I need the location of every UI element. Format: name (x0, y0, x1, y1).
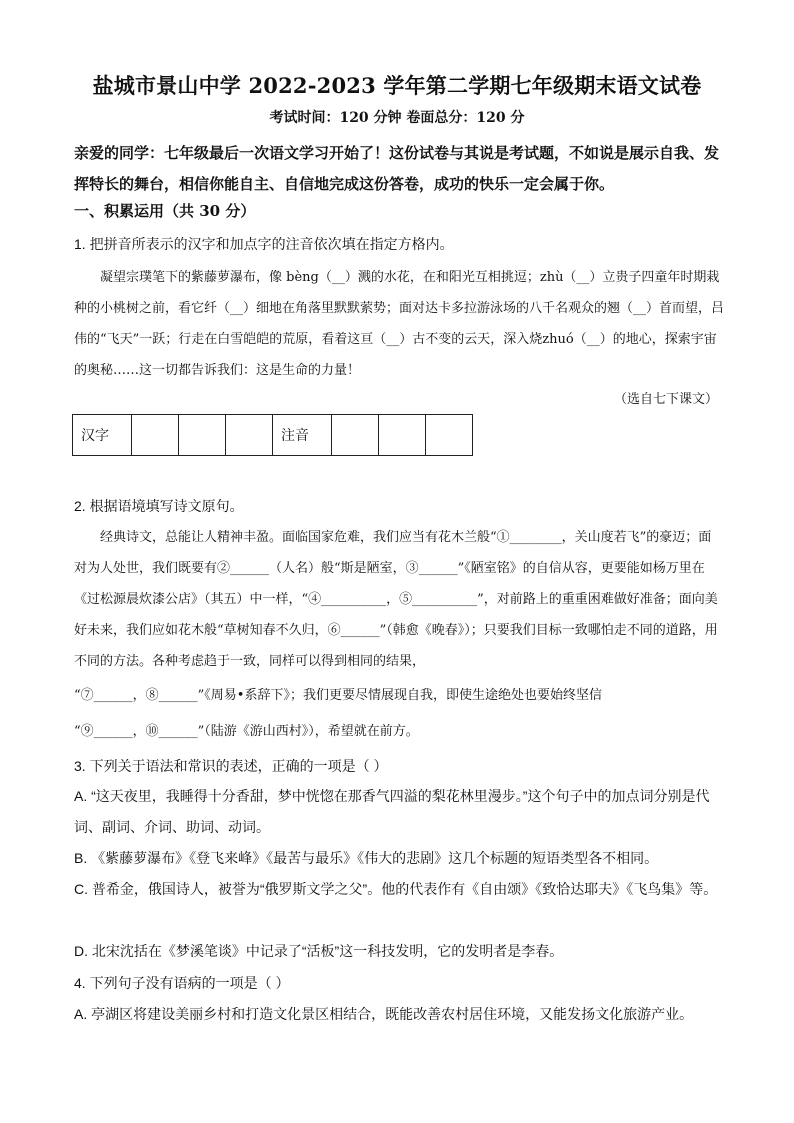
question-4-option-a: A. 亭湖区将建设美丽乡村和打造文化景区相结合，既能改善农村居住环境，又能发扬文化旅游产业。 (74, 1006, 694, 1022)
section-heading: 一、积累运用（共 30 分） (74, 202, 256, 220)
question-3-option-d: D. 北宋沈括在《梦溪笔谈》中记录了“活板”这一科技发明，它的发明者是李春。 (74, 943, 564, 959)
question-1-stem: 1. 把拼音所表示的汉字和加点字的注音依次填在指定方格内。 (74, 236, 454, 252)
grid-cell[interactable] (226, 415, 273, 456)
question-2-passage: 经典诗文，总能让人精神丰盈。面临国家危难，我们应当有花木兰般“①________，关山度若飞”的豪迈；面对为人处世，我们既要有②______（人名）般“斯是陋室，③______”《陋室铭》的自信从容，更要能如杨万里在《过松源晨炊漆公店》（其五）中一样，“④__________，⑤__________”，对前路上的重重困难做好准备；面向美好未来，我们应如花木般“草树知春不久归，⑥______”（韩愈《晚春》）；只要我们目标一致哪怕走不同的道路，用不同的方法。各种考虑趋于一致，同样可以得到相同的结果， (74, 530, 718, 669)
question-2-line-7: “⑦______，⑧______”《周易•系辞下》；我们更要尽情展现自我，即使生途绝处也要始终坚信 (74, 688, 602, 703)
question-3-option-c: C. 普希金，俄国诗人，被誉为“俄罗斯文学之父”。他的代表作有《自由颂》《致恰达耶夫》《飞鸟集》等。 (74, 881, 718, 897)
grid-cell[interactable] (132, 415, 179, 456)
question-2-line-9: “⑨______，⑩______”（陆游《游山西村》），希望就在前方。 (74, 724, 419, 739)
question-2-stem: 2. 根据语境填写诗文原句。 (74, 498, 244, 514)
grid-cell[interactable] (379, 415, 426, 456)
question-4-stem: 4. 下列句子没有语病的一项是（ ） (74, 975, 290, 991)
answer-grid (72, 414, 473, 456)
question-3-option-b: B. 《紫藤萝瀑布》《登飞来峰》《最苦与最乐》《伟大的悲剧》这几个标题的短语类型各不相同。 (74, 850, 659, 866)
question-1-passage: 凝望宗璞笔下的紫藤萝瀑布，像 bèng（__）溅的水花，在和阳光互相挑逗；zhù（__）立贵子四童年时期栽种的小桃树之前，看它纤（__）细地在角落里默默萦势；面对达卡多拉游泳场的八千名观众的翘（__）首而望，吕伟的“飞天”一跃；行走在白雪皑皑的荒原，看着这亘（__）古不变的云天，深入烧zhuó（__）的地心，探索宇宙的奥秘……这一切都告诉我们：这是生命的力量！ (74, 270, 725, 378)
grid-cell[interactable] (332, 415, 379, 456)
grid-cell[interactable] (179, 415, 226, 456)
page-title: 盐城市景山中学 2022-2023 学年第二学期七年级期末语文试卷 (92, 73, 702, 98)
exam-info: 考试时间：120 分钟 卷面总分：120 分 (269, 110, 525, 126)
grid-cell[interactable] (426, 415, 473, 456)
grid-label-zhuyin: 注音 (273, 415, 332, 456)
question-3-stem: 3. 下列关于语法和常识的表述，正确的一项是（ ） (74, 758, 388, 774)
question-3-option-a: A. “这天夜里，我睡得十分香甜，梦中恍惚在那香气四溢的梨花林里漫步。”这个句子中的加点词分别是代词、副词、介词、助词、动词。 (74, 788, 710, 835)
intro-text: 亲爱的同学：七年级最后一次语文学习开始了！这份试卷与其说是考试题，不如说是展示自我、发挥特长的舞台，相信你能自主、自信地完成这份答卷，成功的快乐一定会属于你。 (74, 144, 720, 193)
question-1-source: （选自七下课文） (613, 392, 718, 407)
grid-label-hanzi: 汉字 (73, 415, 132, 456)
